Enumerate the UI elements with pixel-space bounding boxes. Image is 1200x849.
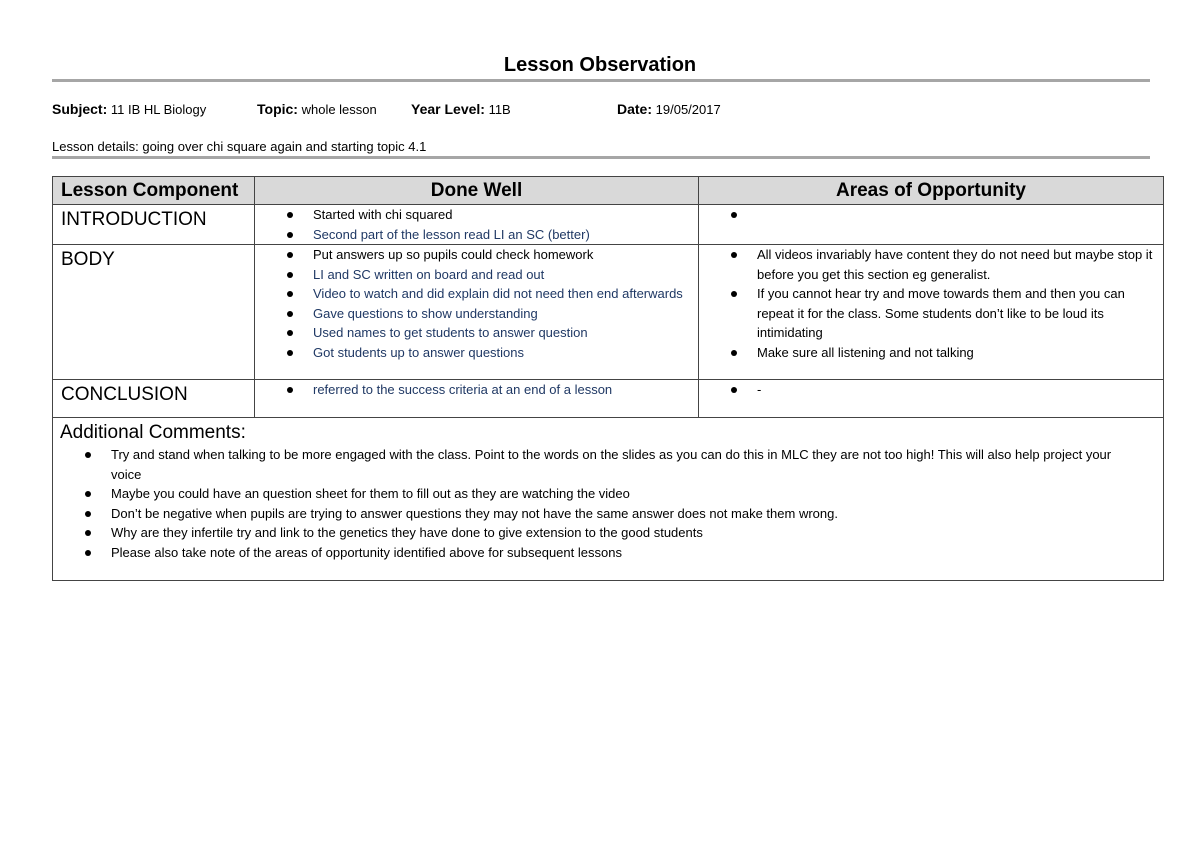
done-well-cell	[255, 380, 699, 418]
opportunity-cell	[699, 245, 1164, 380]
opportunity-cell	[699, 205, 1164, 245]
subject-value: 11 IB HL Biology	[110, 102, 207, 117]
lesson-details: Lesson details: going over chi square again and starting topic 4.1	[52, 139, 427, 154]
list-item: Video to watch and did explain did not need then end afterwards	[313, 284, 698, 304]
year-level-field	[411, 101, 511, 117]
list-item: Try and stand when talking to be more engaged with the class. Point to the words on the slides as you can do this in MLC they are not too high! This will also help project your voice	[111, 445, 1143, 484]
header-areas-of-opportunity: Areas of Opportunity	[699, 177, 1164, 205]
component-conclusion: CONCLUSION	[53, 380, 255, 418]
date-label: Date:	[617, 101, 653, 117]
date-field	[617, 101, 721, 117]
observation-table	[52, 176, 1164, 581]
component-introduction: INTRODUCTION	[53, 205, 255, 245]
year-level-value: 11B	[488, 102, 511, 117]
year-level-label: Year Level:	[411, 101, 485, 117]
title-rule	[52, 79, 1150, 82]
date-value: 19/05/2017	[655, 102, 721, 117]
list-item: Started with chi squared	[313, 205, 698, 225]
list-item: -	[757, 380, 1155, 400]
additional-comments-heading: Additional Comments:	[60, 422, 246, 443]
list-item: Make sure all listening and not talking	[757, 343, 1155, 363]
topic-value: whole lesson	[301, 102, 377, 117]
additional-comments-cell	[53, 418, 1164, 581]
list-item: Maybe you could have an question sheet for them to fill out as they are watching the video	[111, 484, 1143, 504]
details-rule	[52, 156, 1150, 159]
list-item: referred to the success criteria at an end of a lesson	[313, 380, 698, 400]
topic-field	[257, 101, 377, 117]
opportunity-cell	[699, 380, 1164, 418]
list-item: Put answers up so pupils could check homework	[313, 245, 698, 265]
document-title: Lesson Observation	[503, 54, 697, 76]
table-header-row	[53, 177, 1164, 205]
list-item: If you cannot hear try and move towards them and then you can repeat it for the class. Some students don’t like to be loud its intimidating	[757, 284, 1155, 343]
list-item: Don’t be negative when pupils are trying to answer questions they may not have the same answer does not make them wrong.	[111, 504, 1143, 524]
list-item: Second part of the lesson read LI an SC (better)	[313, 225, 698, 245]
list-item: Why are they infertile try and link to the genetics they have done to give extension to the good students	[111, 523, 1143, 543]
list-item: Used names to get students to answer question	[313, 323, 698, 343]
done-well-cell	[255, 205, 699, 245]
list-item: Please also take note of the areas of opportunity identified above for subsequent lessons	[111, 543, 1143, 563]
list-item: All videos invariably have content they do not need but maybe stop it before you get this section eg generalist.	[757, 245, 1155, 284]
subject-label: Subject:	[52, 101, 108, 117]
table-row-body	[53, 245, 1164, 380]
table-row-introduction	[53, 205, 1164, 245]
list-item: LI and SC written on board and read out	[313, 265, 698, 285]
header-lesson-component: Lesson Component	[53, 177, 255, 205]
component-body: BODY	[53, 245, 255, 380]
header-done-well: Done Well	[255, 177, 699, 205]
done-well-cell	[255, 245, 699, 380]
list-item	[757, 205, 1155, 224]
list-item: Got students up to answer questions	[313, 343, 698, 363]
table-row-additional-comments	[53, 418, 1164, 581]
topic-label: Topic:	[257, 101, 298, 117]
list-item: Gave questions to show understanding	[313, 304, 698, 324]
table-row-conclusion	[53, 380, 1164, 418]
subject-field	[52, 101, 206, 117]
